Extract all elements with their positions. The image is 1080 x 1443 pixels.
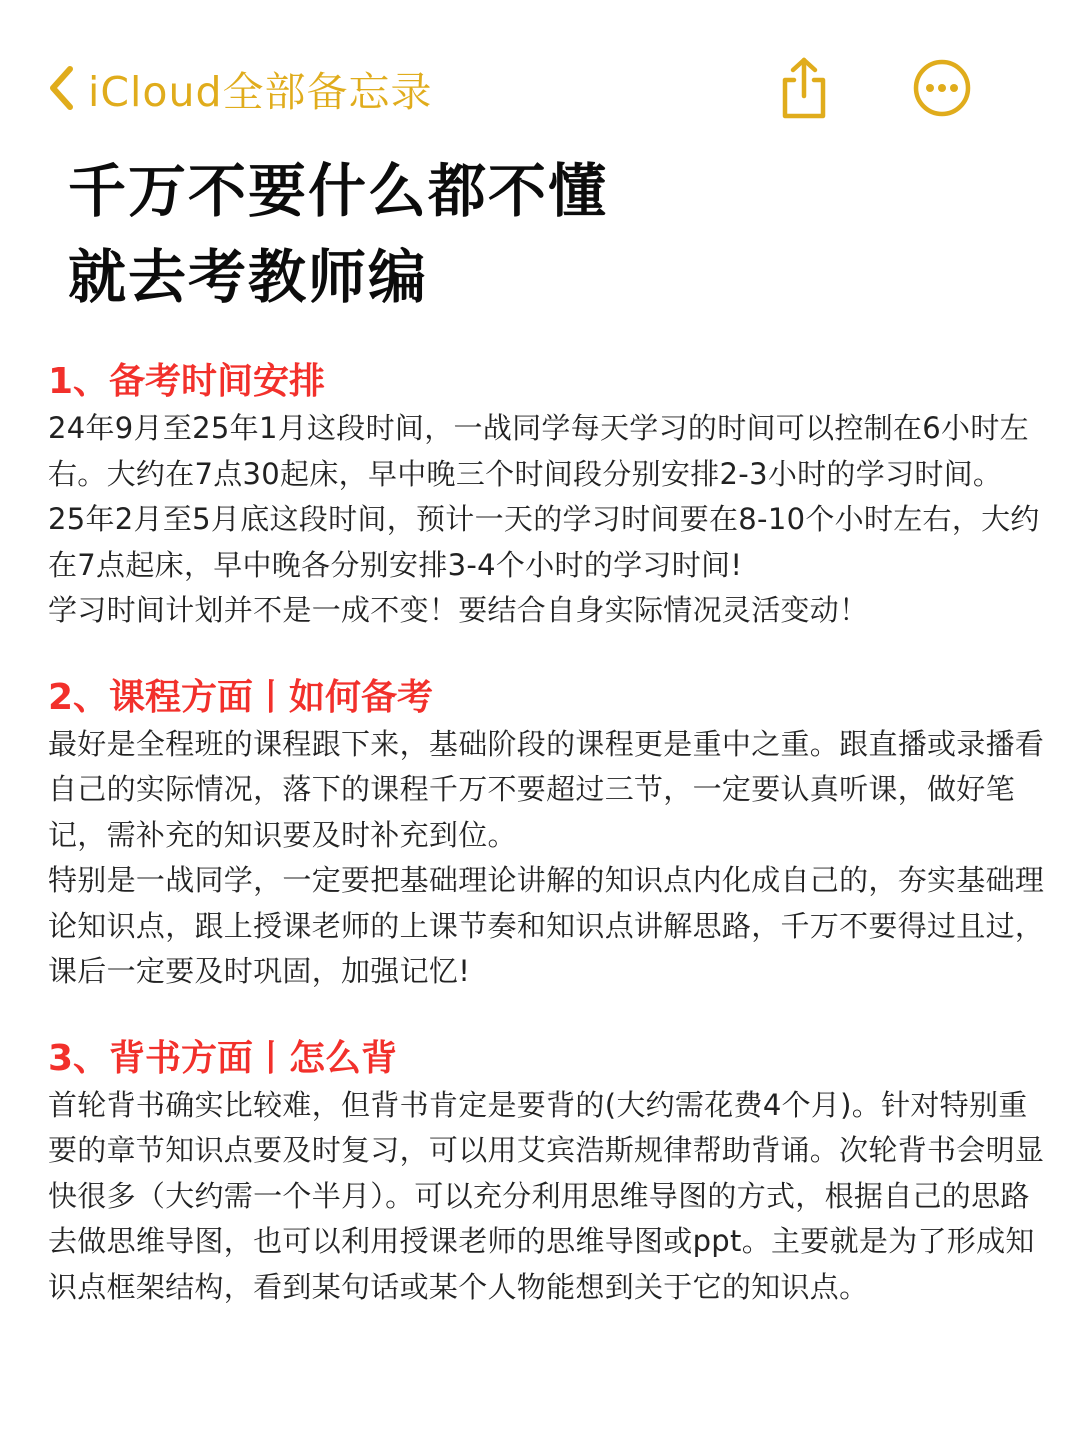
back-button-label: iCloud全部备忘录: [88, 67, 433, 116]
section-heading: 3、背书方面丨怎么背: [48, 1037, 398, 1079]
section-memorization: [48, 1033, 1048, 1311]
share-button[interactable]: [772, 56, 836, 120]
note-title: [68, 148, 608, 320]
section-paragraph: 最好是全程班的课程跟下来，基础阶段的课程更是重中之重。跟直播或录播看自己的实际情况，落下的课程千万不要超过三节，一定要认真听课，做好笔记，需补充的知识要及时补充到位。: [48, 726, 1045, 852]
section-courses: [48, 672, 1048, 995]
section-paragraph: 首轮背书确实比较难，但背书肯定是要背的(大约需花费4个月)。针对特别重要的章节知识点要及时复习，可以用艾宾浩斯规律帮助背诵。次轮背书会明显快很多（大约需一个半月）。可以充分利用思维导图的方式，根据自己的思路去做思维导图，也可以利用授课老师的思维导图或ppt。主要就是为了形成知识点框架结构，看到某句话或某个人物能想到关于它的知识点。: [48, 1087, 1045, 1304]
note-title-line-2: 就去考教师编: [68, 243, 429, 311]
chevron-left-icon: [48, 65, 74, 111]
more-button[interactable]: [910, 56, 974, 120]
section-paragraph: 特别是一战同学，一定要把基础理论讲解的知识点内化成自己的，夯实基础理论知识点，跟上授课老师的上课节奏和知识点讲解思路，千万不要得过且过，课后一定要及时巩固，加强记忆!: [48, 863, 1045, 988]
more-ellipsis-icon: [911, 57, 973, 119]
share-icon: [776, 56, 832, 120]
note-body: [48, 356, 1048, 1310]
section-paragraph: 24年9月至25年1月这段时间，一战同学每天学习的时间可以控制在6小时左右。大约在7点30起床，早中晚三个时间段分别安排2-3小时的学习时间。: [48, 411, 1029, 491]
section-heading: 2、课程方面丨如何备考: [48, 676, 434, 718]
section-heading: 1、备考时间安排: [48, 361, 326, 402]
section-paragraph: 25年2月至5月底这段时间，预计一天的学习时间要在8-10个小时左右，大约在7点起床，早中晚各分别安排3-4个小时的学习时间!: [48, 502, 1040, 582]
section-paragraph: 学习时间计划并不是一成不变！要结合自身实际情况灵活变动！: [48, 593, 869, 627]
navigation-bar: [0, 50, 1080, 130]
note-title-line-1: 千万不要什么都不懂: [68, 157, 609, 225]
back-button[interactable]: [48, 58, 433, 118]
section-schedule: [48, 356, 1048, 634]
